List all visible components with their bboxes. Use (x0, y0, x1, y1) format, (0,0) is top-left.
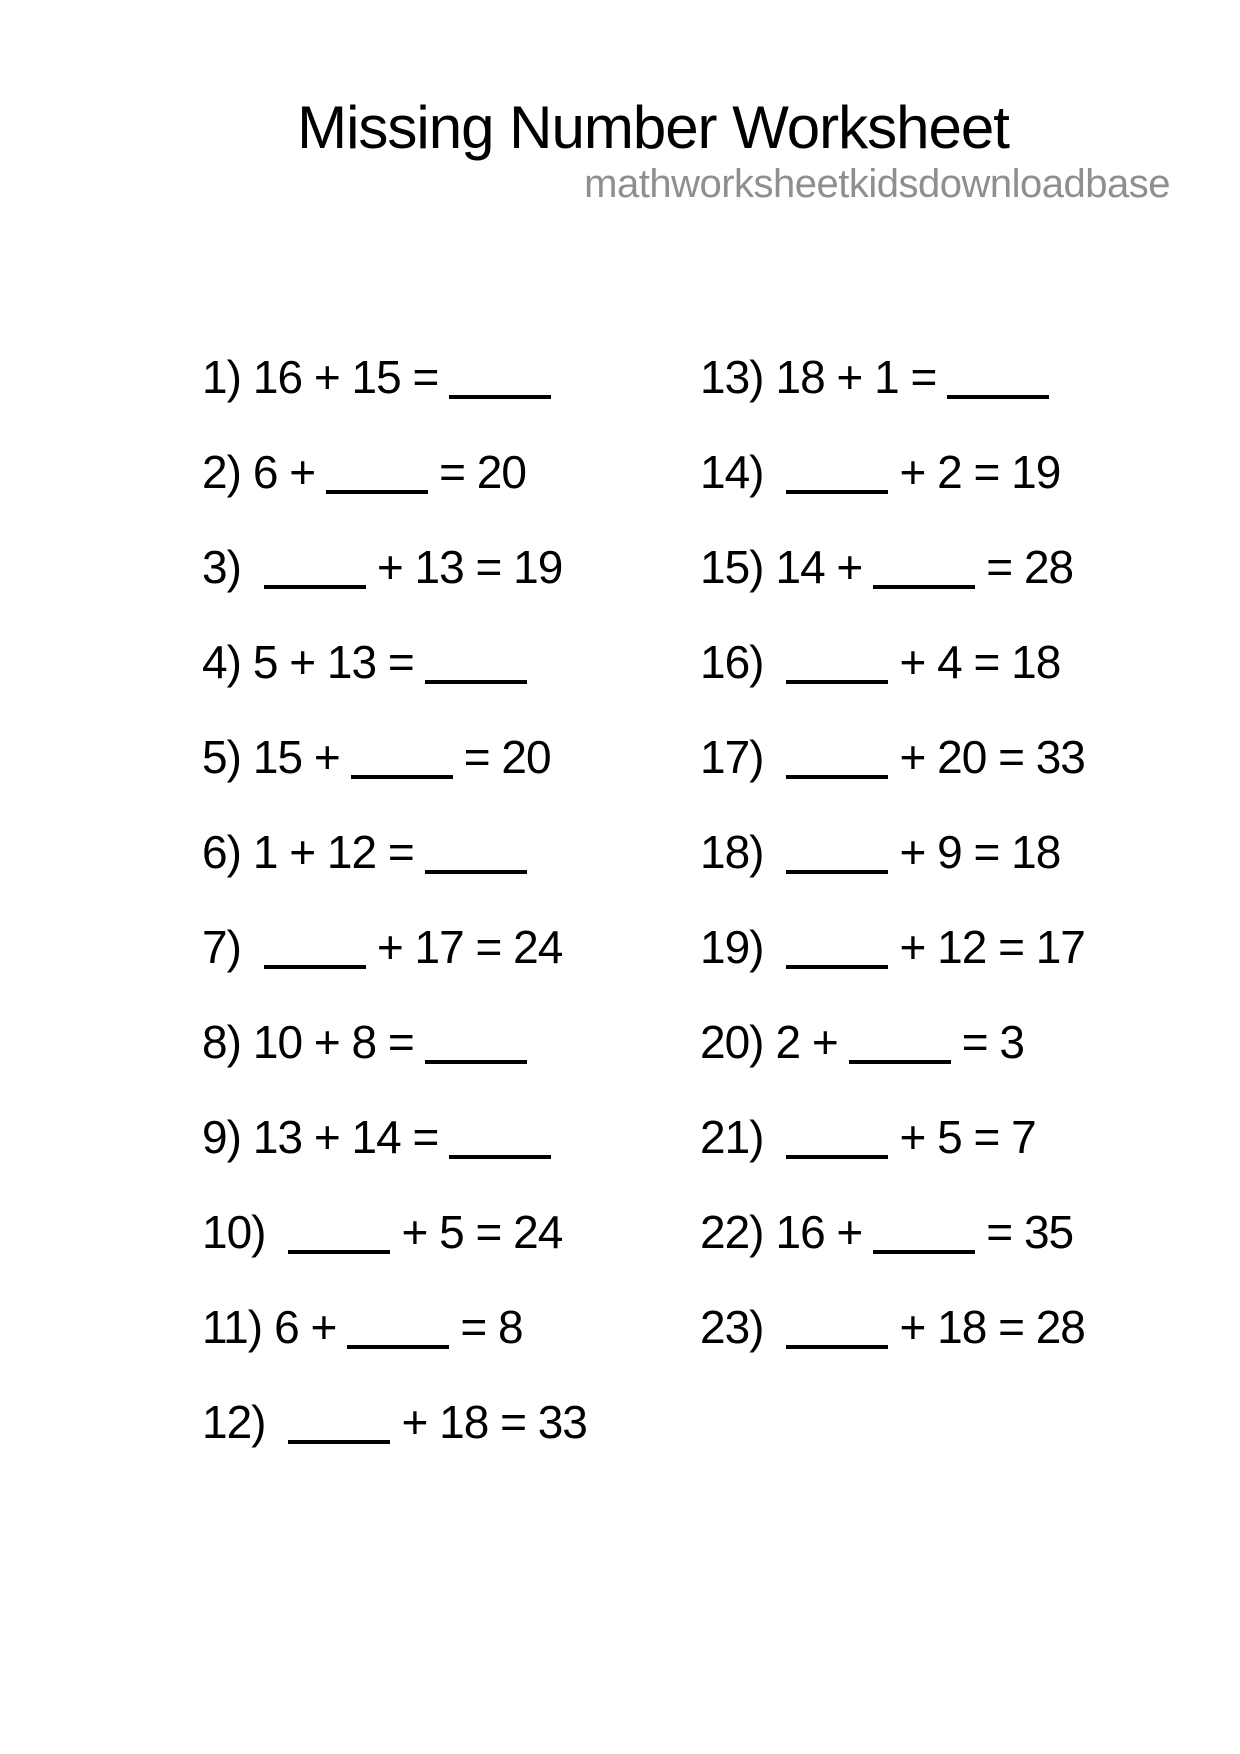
equation-text-after: + 2 = 19 (899, 446, 1061, 498)
problem-number: 19) (700, 921, 764, 973)
equation-text-before: 2 + (775, 1016, 838, 1068)
equation-text-before: 16 + (775, 1206, 863, 1258)
equation-text-after: + 12 = 17 (899, 921, 1085, 973)
problem-number: 23) (700, 1301, 764, 1353)
problem-number: 2) (202, 446, 241, 498)
answer-blank (873, 544, 975, 589)
problem-row (202, 1280, 587, 1375)
problem-number: 20) (700, 1016, 764, 1068)
equation-text-before: 18 + 1 = (775, 351, 937, 403)
equation-text-after: + 13 = 19 (376, 541, 563, 593)
problem-row (202, 425, 587, 520)
problem-row (700, 330, 1085, 425)
answer-blank (425, 829, 527, 874)
equation-text-after: = 3 (961, 1016, 1024, 1068)
problem-row (700, 615, 1085, 710)
problem-row (700, 425, 1085, 520)
answer-blank (873, 1209, 975, 1254)
equation-text-after: = 20 (439, 446, 526, 498)
equation-text-after: + 18 = 33 (401, 1396, 587, 1448)
equation-text-before: 1 + 12 = (252, 826, 414, 878)
answer-blank (288, 1399, 390, 1444)
problem-number: 3) (202, 541, 241, 593)
problem-number: 8) (202, 1016, 241, 1068)
answer-blank (786, 1304, 888, 1349)
problem-row (700, 900, 1085, 995)
answer-blank (326, 449, 428, 494)
equation-text-after: = 8 (460, 1301, 523, 1353)
equation-text-after: = 20 (463, 731, 551, 783)
watermark-subtitle: mathworksheetkidsdownloadbase (584, 162, 1170, 206)
problems-column-right (700, 330, 1085, 1375)
problem-number: 5) (202, 731, 241, 783)
problem-number: 4) (202, 636, 241, 688)
answer-blank (425, 639, 527, 684)
answer-blank (264, 924, 366, 969)
equation-text-after: + 4 = 18 (899, 636, 1061, 688)
answer-blank (786, 639, 888, 684)
problem-row (700, 1090, 1085, 1185)
answer-blank (351, 734, 453, 779)
answer-blank (425, 1019, 527, 1064)
problem-number: 16) (700, 636, 764, 688)
problem-number: 11) (202, 1301, 263, 1353)
problem-number: 13) (700, 351, 764, 403)
problem-row (700, 995, 1085, 1090)
problem-number: 9) (202, 1111, 241, 1163)
problem-number: 18) (700, 826, 764, 878)
answer-blank (786, 1114, 888, 1159)
answer-blank (786, 449, 888, 494)
equation-text-before: 15 + (252, 731, 340, 783)
equation-text-before: 13 + 14 = (252, 1111, 439, 1163)
equation-text-after: + 5 = 7 (899, 1111, 1036, 1163)
problem-number: 21) (700, 1111, 764, 1163)
problem-row (202, 520, 587, 615)
problems-column-left (202, 330, 587, 1470)
problem-number: 17) (700, 731, 764, 783)
answer-blank (947, 354, 1049, 399)
answer-blank (849, 1019, 951, 1064)
equation-text-after: + 9 = 18 (899, 826, 1061, 878)
equation-text-before: 6 + (274, 1301, 337, 1353)
answer-blank (449, 1114, 551, 1159)
equation-text-before: 16 + 15 = (252, 351, 439, 403)
problem-number: 14) (700, 446, 764, 498)
equation-text-after: + 20 = 33 (899, 731, 1085, 783)
equation-text-after: + 5 = 24 (401, 1206, 563, 1258)
equation-text-before: 10 + 8 = (252, 1016, 414, 1068)
answer-blank (786, 924, 888, 969)
problem-row (202, 900, 587, 995)
answer-blank (449, 354, 551, 399)
answer-blank (264, 544, 366, 589)
problem-number: 22) (700, 1206, 764, 1258)
problem-number: 10) (202, 1206, 266, 1258)
problem-row (202, 330, 587, 425)
equation-text-after: = 28 (986, 541, 1074, 593)
problem-row (202, 1375, 587, 1470)
problem-row (202, 1185, 587, 1280)
answer-blank (288, 1209, 390, 1254)
problem-number: 15) (700, 541, 764, 593)
answer-blank (786, 829, 888, 874)
problem-row (700, 520, 1085, 615)
problem-row (202, 710, 587, 805)
problem-row (700, 710, 1085, 805)
problem-row (700, 805, 1085, 900)
equation-text-before: 6 + (252, 446, 316, 498)
problem-number: 7) (202, 921, 241, 973)
problem-row (700, 1185, 1085, 1280)
problem-number: 12) (202, 1396, 266, 1448)
answer-blank (786, 734, 888, 779)
answer-blank (347, 1304, 449, 1349)
equation-text-after: = 35 (986, 1206, 1074, 1258)
problem-row (700, 1280, 1085, 1375)
equation-text-after: + 18 = 28 (899, 1301, 1085, 1353)
equation-text-before: 14 + (775, 541, 863, 593)
page-title: Missing Number Worksheet (297, 94, 1009, 161)
problem-number: 6) (202, 826, 241, 878)
problem-row (202, 995, 587, 1090)
problem-row (202, 805, 587, 900)
problem-row (202, 615, 587, 710)
problem-number: 1) (202, 351, 241, 403)
equation-text-after: + 17 = 24 (376, 921, 563, 973)
problem-row (202, 1090, 587, 1185)
equation-text-before: 5 + 13 = (252, 636, 414, 688)
